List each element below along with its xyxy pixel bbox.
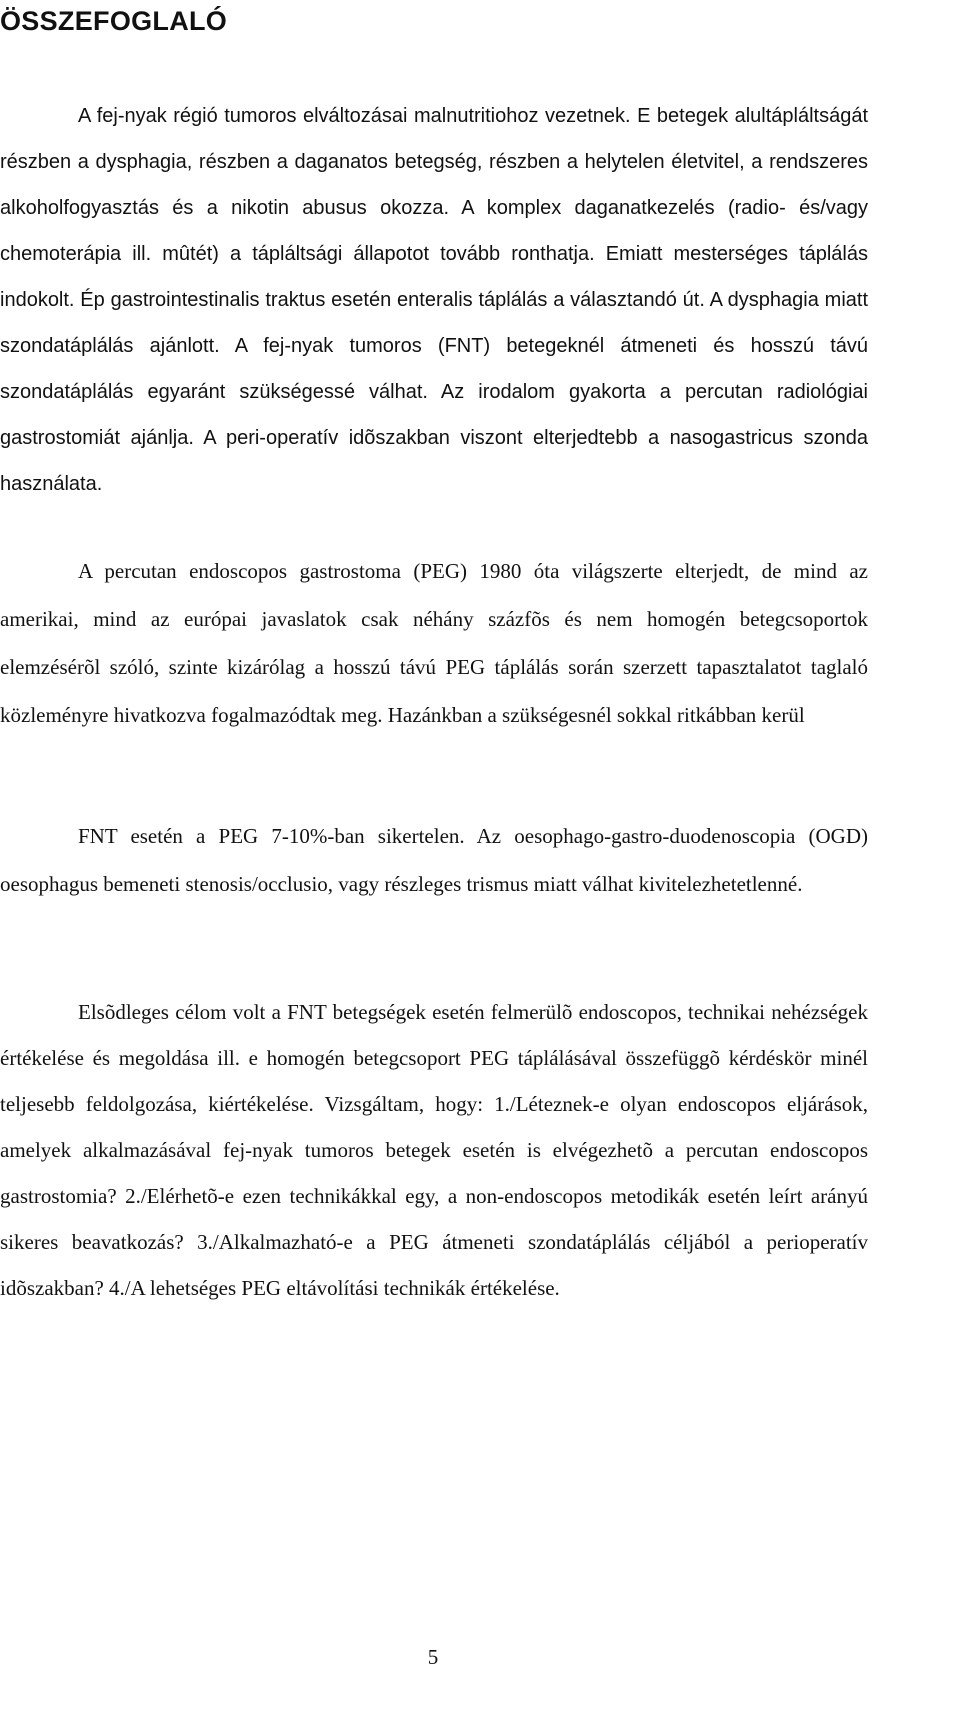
paragraph-peg-failure: FNT esetén a PEG 7-10%-ban sikertelen. Az oesophago-gastro-duodenoscopia (OGD) oesophagus bemeneti stenosis/occlusio, vagy részleges trismus miatt válhat kivitelezhetetlenné.	[0, 824, 868, 896]
paragraph-objectives: Elsõdleges célom volt a FNT betegségek esetén felmerülõ endoscopos, technikai nehézségek értékelése és megoldása ill. e homogén betegcsoport PEG táplálásával összefüggõ kérdéskör minél teljesebb feldolgozása, kiértékelése. Vizsgáltam, hogy: 1./Léteznek-e olyan endoscopos eljárások, amelyek alkalmazásával fej-nyak tumoros betegek esetén is elvégezhetõ a percutan endoscopos gastrostomia? 2./Elérhetõ-e ezen technikákkal egy, a non-endoscopos metodikák esetén leírt arányú sikeres beavatkozás? 3./Alkalmazható-e a PEG átmeneti szondatáplálás céljából a perioperatív idõszakban? 4./A lehetséges PEG eltávolítási technikák értékelése.	[0, 1000, 868, 1300]
page-title: ÖSSZEFOGLALÓ	[0, 6, 228, 36]
paragraph-peg-background: A percutan endoscopos gastrostoma (PEG) 1980 óta világszerte elterjedt, de mind az amerikai, mind az európai javaslatok csak néhány százfõs és nem homogén betegcsoportok elemzésérõl szóló, szinte kizárólag a hosszú távú PEG táplálás során szerzett tapasztalatot taglaló közleményre hivatkozva fogalmazódtak meg. Hazánkban a szükségesnél sokkal ritkábban kerül	[0, 559, 868, 727]
page-number: 5	[427, 1645, 439, 1669]
paragraph-introduction: A fej-nyak régió tumoros elváltozásai malnutritiohoz vezetnek. E betegek alultápláltságát részben a dysphagia, részben a daganatos betegség, részben a helytelen életvitel, a rendszeres alkoholfogyasztás és a nikotin abusus okozza. A komplex daganatkezelés (radio- és/vagy chemoterápia ill. mûtét) a tápláltsági állapotot tovább ronthatja. Emiatt mesterséges táplálás indokolt. Ép gastrointestinalis traktus esetén enteralis táplálás a választandó út. A dysphagia miatt szondatáplálás ajánlott. A fej-nyak tumoros (FNT) betegeknél átmeneti és hosszú távú szondatáplálás egyaránt szükségessé válhat. Az irodalom gyakorta a percutan radiológiai gastrostomiát ajánlja. A peri-operatív idõszakban viszont elterjedtebb a nasogastricus szonda használata.	[0, 105, 868, 495]
